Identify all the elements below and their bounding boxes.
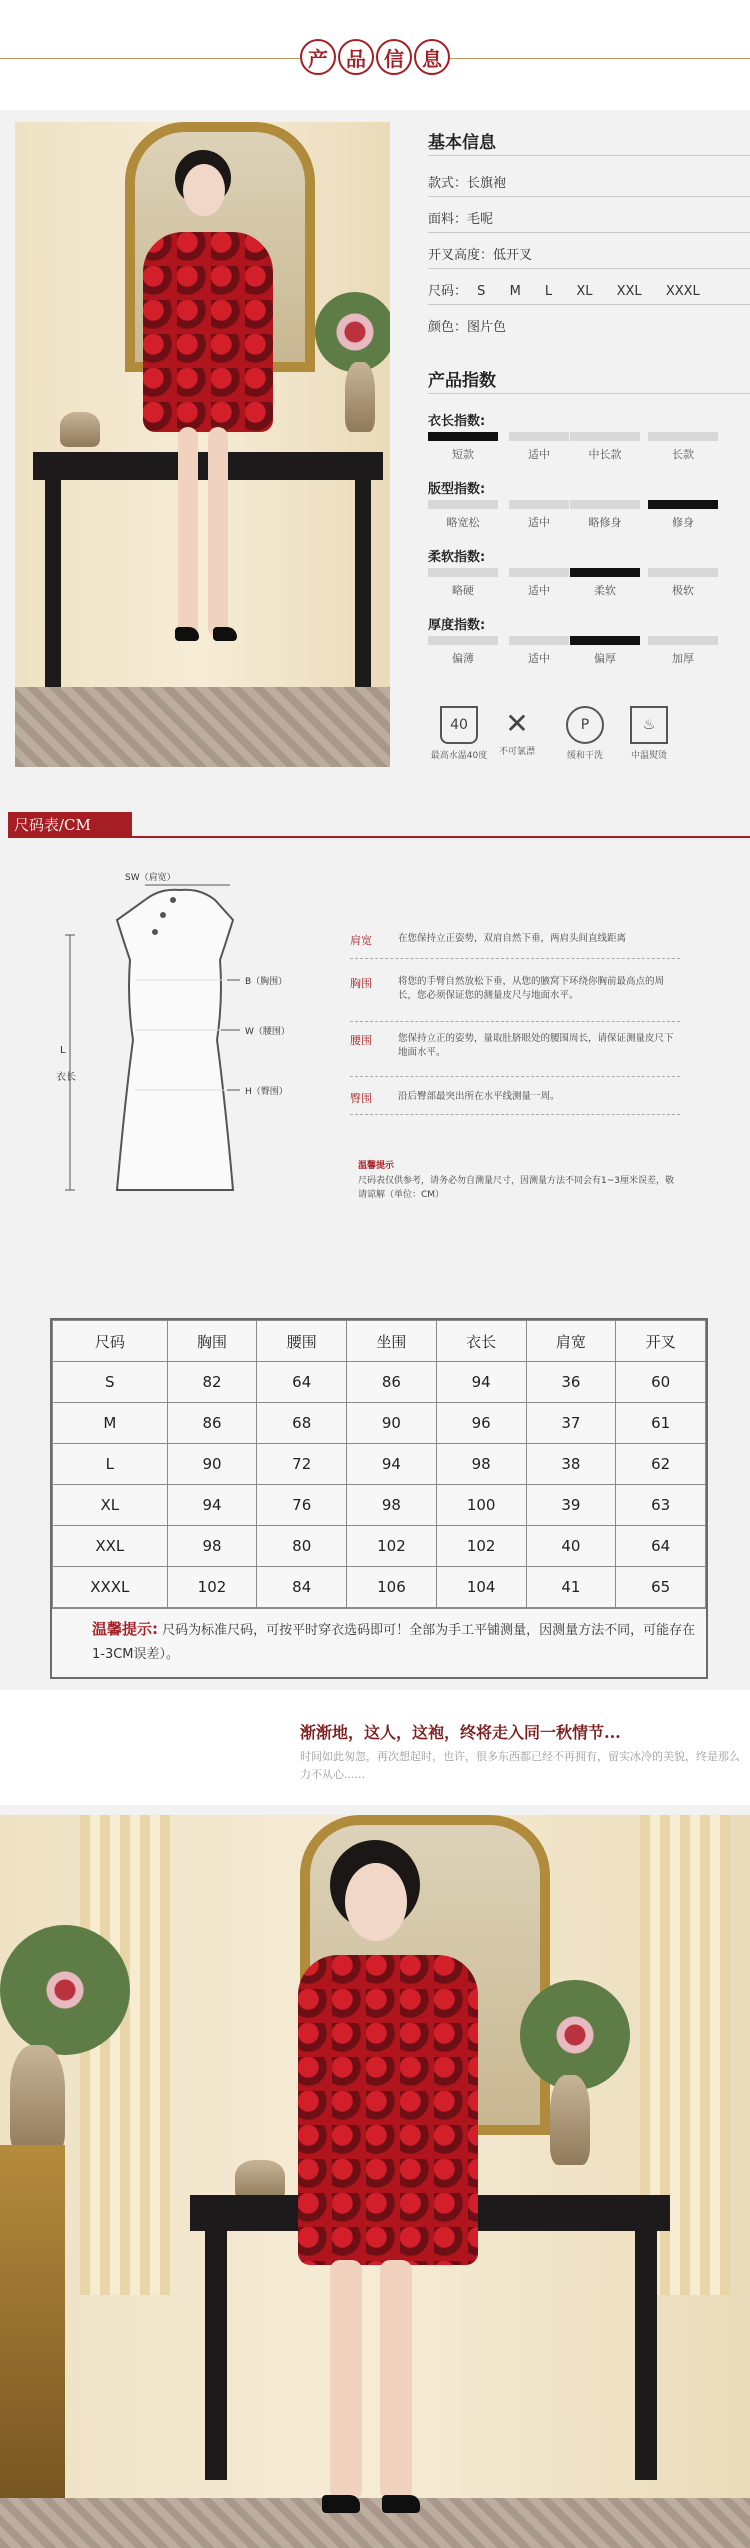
- size-table-note-label: 温馨提示:: [92, 1620, 158, 1638]
- size-table-cell: 102: [167, 1567, 257, 1608]
- size-table-cell: 102: [347, 1526, 437, 1567]
- size-table-header-cell: 腰围: [257, 1321, 347, 1362]
- index-bar: [428, 500, 498, 509]
- size-option[interactable]: S: [477, 284, 486, 299]
- size-table-cell: 94: [347, 1444, 437, 1485]
- size-table-cell: XXL: [53, 1526, 168, 1567]
- size-table-note: [52, 1608, 706, 1677]
- size-table-cell: 62: [616, 1444, 706, 1485]
- index-bar: [428, 568, 498, 577]
- index-option-label: 适中: [528, 584, 550, 597]
- diagram-label-b: B（胸围）: [245, 977, 288, 987]
- diagram-label-h: H（臀围）: [245, 1087, 288, 1097]
- size-table-cell: 38: [526, 1444, 616, 1485]
- care-item: [556, 706, 614, 761]
- size-table: [50, 1318, 708, 1679]
- size-table-cell: 104: [436, 1567, 526, 1608]
- size-table-cell: M: [53, 1403, 168, 1444]
- index-option-label: 适中: [528, 652, 550, 665]
- info-value: 图片色: [467, 320, 507, 335]
- size-chart-title: 尺码表/CM: [8, 812, 132, 838]
- index-option-label: 偏厚: [594, 652, 616, 665]
- guide-key: 臀围: [350, 1092, 372, 1105]
- guide-row-shoulder: [350, 932, 680, 962]
- product-photo-top: [15, 122, 390, 767]
- guide-text: 沿后臀部最突出所在水平线测量一周。: [398, 1091, 560, 1102]
- size-table-cell: 76: [257, 1485, 347, 1526]
- care-label: 不可氯漂: [498, 747, 535, 757]
- size-table-cell: 90: [347, 1403, 437, 1444]
- divider: [428, 155, 750, 156]
- size-option[interactable]: XXL: [616, 284, 642, 299]
- index-option-label: 柔软: [594, 584, 616, 597]
- header-title-char: 信: [376, 39, 412, 75]
- size-table-cell: 39: [526, 1485, 616, 1526]
- index-option-label: 适中: [528, 448, 550, 461]
- guide-text: 在您保持立正姿势，双肩自然下垂，两肩头间直线距离: [398, 933, 627, 944]
- guide-row-waist: [350, 1032, 680, 1080]
- size-table-cell: 72: [257, 1444, 347, 1485]
- divider: [428, 268, 750, 269]
- size-table-header-row: [53, 1321, 706, 1362]
- guide-key: 胸围: [350, 977, 372, 990]
- index-option-label: 略硬: [452, 584, 474, 597]
- index-label: 版型指数:: [428, 482, 486, 497]
- size-table-cell: 98: [347, 1485, 437, 1526]
- index-bar: [570, 500, 640, 509]
- size-table-cell: XL: [53, 1485, 168, 1526]
- index-option-label: 短款: [452, 448, 474, 461]
- index-option-label: 加厚: [672, 652, 694, 665]
- index-bar: [648, 432, 718, 441]
- diagram-label-length: 衣长: [56, 1072, 76, 1083]
- indices-title: 产品指数: [428, 371, 496, 391]
- info-label: 颜色：: [428, 320, 468, 335]
- guide-text: 将您的手臂自然放松下垂，从您的腋窝下环绕你胸前最高点的周长，您必须保证您的测量皮尺与地面水平。: [398, 976, 665, 1001]
- size-table-header-cell: 开叉: [616, 1321, 706, 1362]
- iron-medium-icon: ♨: [630, 706, 668, 744]
- guide-note-title: 温馨提示: [358, 1161, 395, 1171]
- header-rule-right: [450, 58, 750, 59]
- info-label: 款式：: [428, 176, 468, 191]
- care-item: [488, 706, 546, 757]
- info-slit-row: [428, 244, 532, 263]
- index-option-label: 极软: [672, 584, 694, 597]
- size-table-cell: 68: [257, 1403, 347, 1444]
- size-table-row: [53, 1403, 706, 1444]
- size-table-cell: 90: [167, 1444, 257, 1485]
- index-option-label: 适中: [528, 516, 550, 529]
- info-label: 面料：: [428, 212, 468, 227]
- diagram-label-sw: SW（肩宽）: [125, 873, 176, 883]
- size-chart-rule: [126, 836, 750, 838]
- size-table-cell: 86: [347, 1362, 437, 1403]
- size-table-cell: 82: [167, 1362, 257, 1403]
- product-photo-bottom: [0, 1815, 750, 2548]
- index-bar: [570, 568, 640, 577]
- poem-banner: [0, 1690, 750, 1805]
- info-value: 长旗袍: [467, 176, 507, 191]
- guide-key: 腰围: [350, 1034, 372, 1047]
- size-table-row: [53, 1567, 706, 1608]
- info-value: 低开叉: [493, 248, 533, 263]
- divider: [428, 304, 750, 305]
- size-table-cell: 36: [526, 1362, 616, 1403]
- index-bar: [509, 636, 569, 645]
- page-header: [0, 0, 750, 110]
- index-bar: [648, 568, 718, 577]
- size-table-header-cell: 坐围: [347, 1321, 437, 1362]
- info-label: 开叉高度：: [428, 248, 494, 263]
- guide-text: 您保持立正的姿势，量取肚脐眼处的腰围周长，请保证测量皮尺下地面水平。: [398, 1033, 674, 1058]
- header-title-char: 产: [300, 39, 336, 75]
- size-table-cell: 94: [436, 1362, 526, 1403]
- size-table-cell: 60: [616, 1362, 706, 1403]
- divider: [428, 393, 750, 394]
- basic-info-title: 基本信息: [428, 133, 496, 153]
- care-label: 最高水温40度: [430, 751, 488, 761]
- size-table-cell: 106: [347, 1567, 437, 1608]
- size-table-cell: S: [53, 1362, 168, 1403]
- index-bar: [509, 568, 569, 577]
- header-title: [300, 34, 450, 80]
- divider: [428, 196, 750, 197]
- poem-line-1: 渐渐地，这人，这袍，终将走入同一秋情节...: [300, 1723, 621, 1742]
- size-table-cell: 64: [616, 1526, 706, 1567]
- care-item: [430, 706, 488, 761]
- size-table-cell: 40: [526, 1526, 616, 1567]
- info-value: 毛呢: [467, 212, 494, 227]
- size-table-cell: L: [53, 1444, 168, 1485]
- info-color-row: [428, 316, 506, 335]
- index-bar: [648, 500, 718, 509]
- size-table-header-cell: 胸围: [167, 1321, 257, 1362]
- guide-note-text: 尺码表仅供参考，请务必勿自测量尺寸，因测量方法不同会有1~3厘米误差，敬请谅解（单位：CM）: [358, 1176, 674, 1200]
- size-chart-header: [0, 812, 750, 840]
- index-option-label: 偏薄: [452, 652, 474, 665]
- index-label: 衣长指数:: [428, 414, 486, 429]
- care-label: 缓和干洗: [566, 751, 603, 761]
- wash-40-icon: 40: [440, 706, 478, 744]
- divider: [428, 232, 750, 233]
- guide-key: 肩宽: [350, 934, 372, 947]
- size-table-cell: 84: [257, 1567, 347, 1608]
- header-title-char: 息: [414, 39, 450, 75]
- poem-line-2: 时间如此匆忽，再次想起时，也许，很多东西都已经不再拥有，留实冰冷的美貌，终是那么力不从心......: [300, 1750, 740, 1781]
- index-bar: [648, 636, 718, 645]
- care-item: [620, 706, 678, 761]
- size-table-note-text: 尺码为标准尺码，可按平时穿衣选码即可！全部为手工平铺测量，因测量方法不同，可能存在1-3CM误差）。: [92, 1623, 696, 1662]
- index-bar: [428, 432, 498, 441]
- size-table-cell: 65: [616, 1567, 706, 1608]
- size-table-cell: 96: [436, 1403, 526, 1444]
- size-table-row: [53, 1485, 706, 1526]
- size-option[interactable]: XL: [576, 284, 593, 299]
- dry-clean-p-icon: P: [566, 706, 604, 744]
- size-table-header-cell: 肩宽: [526, 1321, 616, 1362]
- index-bar: [570, 432, 640, 441]
- size-table-cell: 94: [167, 1485, 257, 1526]
- size-table-cell: 100: [436, 1485, 526, 1526]
- index-bar: [509, 432, 569, 441]
- size-table-cell: 98: [167, 1526, 257, 1567]
- size-table-row: [53, 1526, 706, 1567]
- size-table-row: [53, 1444, 706, 1485]
- diagram-label-w: W（腰围）: [245, 1027, 290, 1037]
- index-label: 厚度指数:: [428, 618, 486, 633]
- care-label: 中温熨烫: [630, 751, 667, 761]
- no-bleach-icon: ✕: [505, 706, 529, 740]
- size-option[interactable]: L: [544, 284, 553, 299]
- diagram-label-l: L: [60, 1045, 66, 1056]
- size-table-header-cell: 衣长: [436, 1321, 526, 1362]
- size-table-cell: XXXL: [53, 1567, 168, 1608]
- index-label: 柔软指数:: [428, 550, 486, 565]
- size-table-cell: 86: [167, 1403, 257, 1444]
- size-table-header-cell: 尺码: [53, 1321, 168, 1362]
- info-style-row: [428, 172, 506, 191]
- guide-row-hip: [350, 1090, 680, 1118]
- info-fabric-row: [428, 208, 493, 227]
- size-option[interactable]: M: [509, 284, 521, 299]
- size-table-cell: 80: [257, 1526, 347, 1567]
- size-table-cell: 63: [616, 1485, 706, 1526]
- size-option[interactable]: XXXL: [665, 284, 700, 299]
- info-label: 尺码：: [428, 284, 468, 299]
- size-table-cell: 64: [257, 1362, 347, 1403]
- index-option-label: 略宽松: [446, 516, 480, 529]
- size-table-cell: 61: [616, 1403, 706, 1444]
- size-table-cell: 41: [526, 1567, 616, 1608]
- guide-row-chest: [350, 975, 680, 1023]
- size-table-row: [53, 1362, 706, 1403]
- index-option-label: 中长款: [588, 448, 622, 461]
- index-bar: [570, 636, 640, 645]
- size-table-cell: 102: [436, 1526, 526, 1567]
- index-option-label: 略修身: [588, 516, 622, 529]
- size-table-cell: 98: [436, 1444, 526, 1485]
- header-rule-left: [0, 58, 300, 59]
- index-option-label: 修身: [672, 516, 694, 529]
- index-bar: [428, 636, 498, 645]
- info-size-row: [428, 280, 720, 299]
- index-option-label: 长款: [672, 448, 694, 461]
- size-table-cell: 37: [526, 1403, 616, 1444]
- header-title-char: 品: [338, 39, 374, 75]
- index-bar: [509, 500, 569, 509]
